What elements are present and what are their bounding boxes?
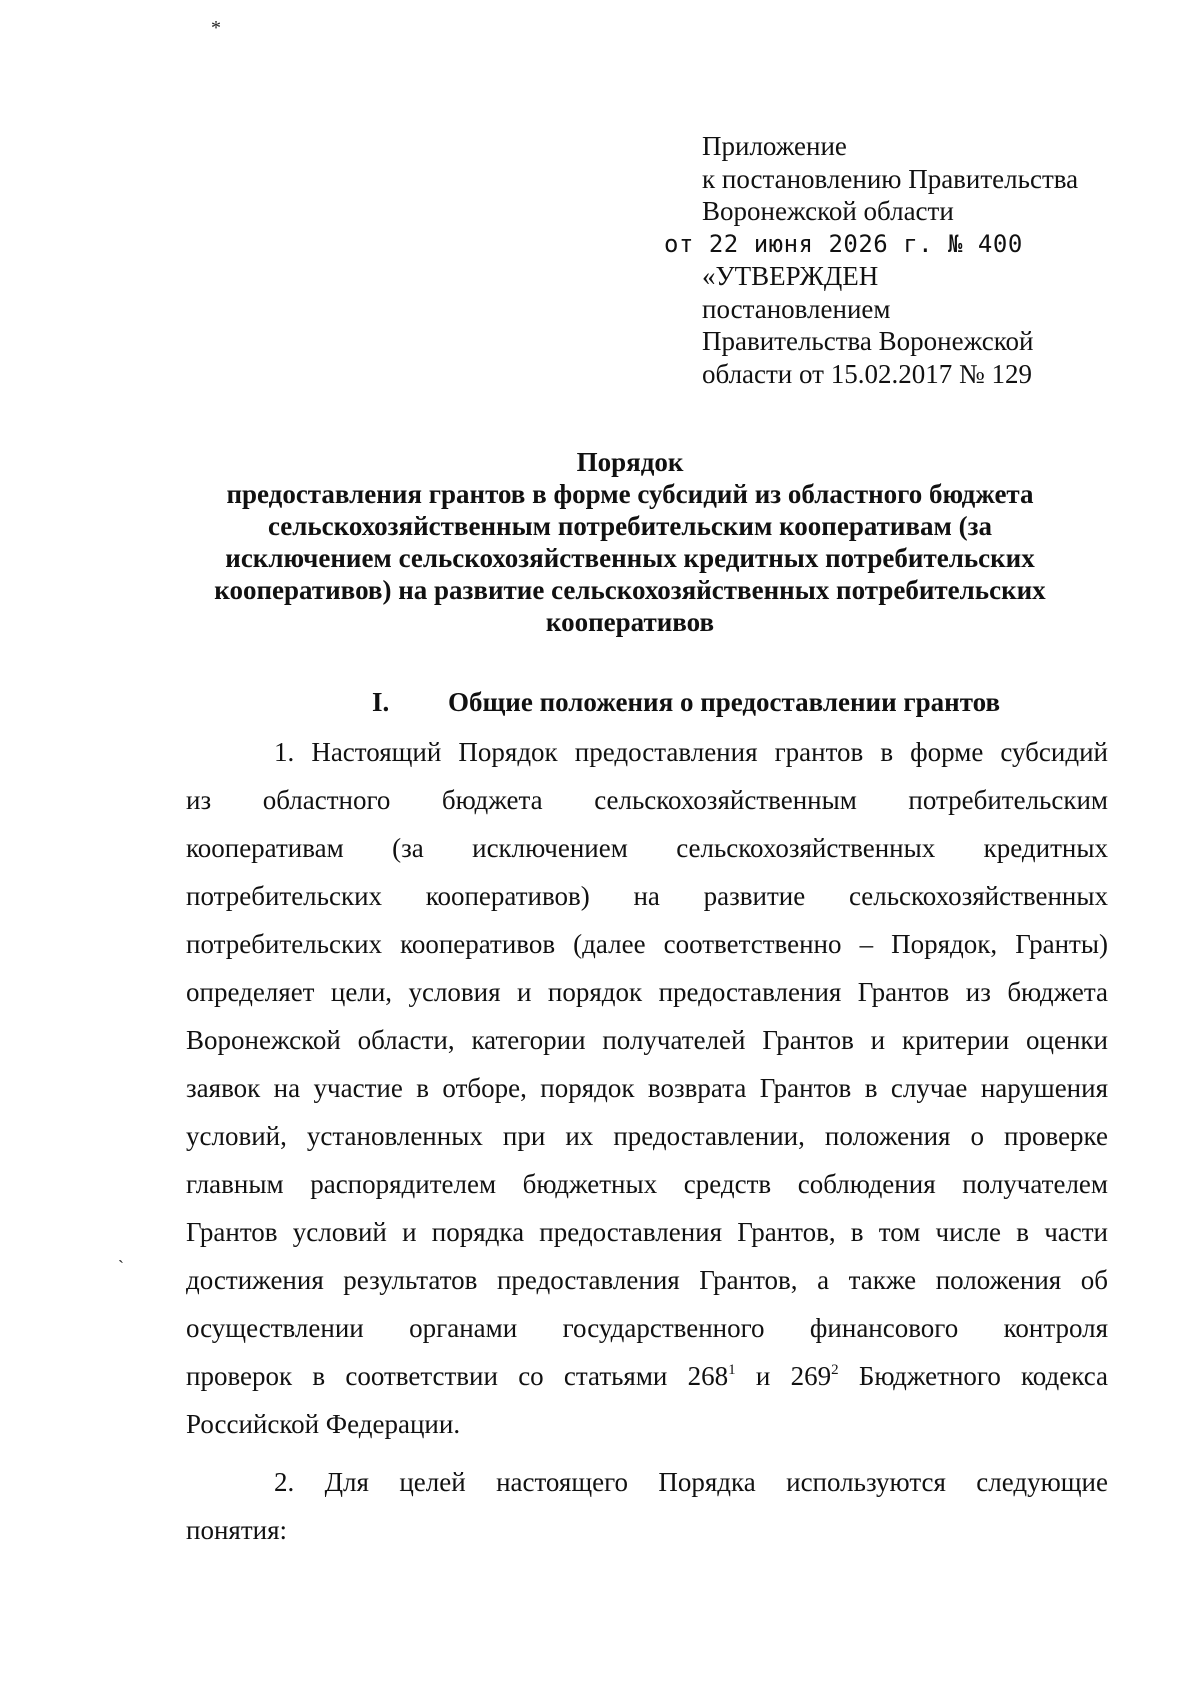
paragraph-line: 2. Для целей настоящего Порядка используются следующие	[274, 1467, 1108, 1497]
document-title	[190, 446, 1070, 638]
paragraph-line: Российской Федерации.	[186, 1409, 461, 1439]
line-text: Бюджетного кодекса	[838, 1361, 1108, 1391]
appendix-line: области от 15.02.2017 № 129	[702, 358, 1032, 389]
paragraph-line: потребительских кооперативов (далее соответственно – Порядок, Гранты)	[186, 929, 1108, 959]
appendix-line: Приложение	[702, 131, 847, 161]
paragraph-line: Грантов условий и порядка предоставления Грантов, в том числе в части	[186, 1217, 1108, 1247]
paragraph-line: понятия:	[186, 1515, 287, 1545]
paragraph-line: заявок на участие в отборе, порядок возврата Грантов в случае нарушения	[186, 1073, 1108, 1103]
paragraph-line: из областного бюджета сельскохозяйственным потребительским	[186, 785, 1108, 815]
superscript: 2	[831, 1362, 839, 1378]
paragraph-line: осуществлении органами государственного финансового контроля	[186, 1313, 1108, 1343]
appendix-line: «УТВЕРЖДЕН	[702, 261, 879, 291]
appendix-block	[664, 130, 1079, 390]
appendix-line: Правительства Воронежской	[702, 326, 1034, 356]
section-number: I.	[372, 687, 390, 717]
paragraph-line: главным распорядителем бюджетных средств соблюдения получателем	[186, 1169, 1108, 1199]
title-heading: Порядок	[576, 447, 684, 477]
superscript: 1	[728, 1362, 736, 1378]
title-line: кооперативов	[545, 607, 715, 637]
scan-mark-side: `	[118, 1257, 124, 1277]
title-line: исключением сельскохозяйственных кредитных потребительских	[225, 543, 1035, 573]
title-line: сельскохозяйственным потребительским кооперативам (за	[267, 511, 993, 541]
paragraph-line: определяет цели, условия и порядок предоставления Грантов из бюджета	[186, 977, 1108, 1007]
paragraph-line	[186, 1360, 1108, 1392]
paragraph-line: условий, установленных при их предоставлении, положения о проверке	[186, 1121, 1108, 1151]
title-line: предоставления грантов в форме субсидий из областного бюджета	[226, 479, 1034, 509]
scan-mark-top: *	[211, 17, 221, 39]
appendix-date-number: от 22 июня 2026 г. № 400	[664, 229, 1023, 258]
paragraph-line: достижения результатов предоставления Грантов, а также положения об	[186, 1265, 1108, 1295]
paragraph-line: кооперативам (за исключением сельскохозяйственных кредитных	[186, 833, 1108, 863]
appendix-line: к постановлению Правительства	[702, 163, 1079, 194]
title-line: кооперативов) на развитие сельскохозяйственных потребительских	[214, 575, 1046, 605]
section-title: Общие положения о предоставлении грантов	[448, 687, 1001, 717]
appendix-line: Воронежской области	[702, 196, 954, 226]
paragraph-line: Воронежской области, категории получателей Грантов и критерии оценки	[186, 1025, 1108, 1055]
line-text: проверок в соответствии со статьями 268	[186, 1361, 729, 1391]
paragraph-line: потребительских кооперативов) на развитие сельскохозяйственных	[186, 881, 1108, 911]
paragraph-line: 1. Настоящий Порядок предоставления грантов в форме субсидий	[274, 737, 1108, 767]
line-text: и 269	[735, 1361, 832, 1391]
appendix-line: постановлением	[702, 293, 891, 324]
